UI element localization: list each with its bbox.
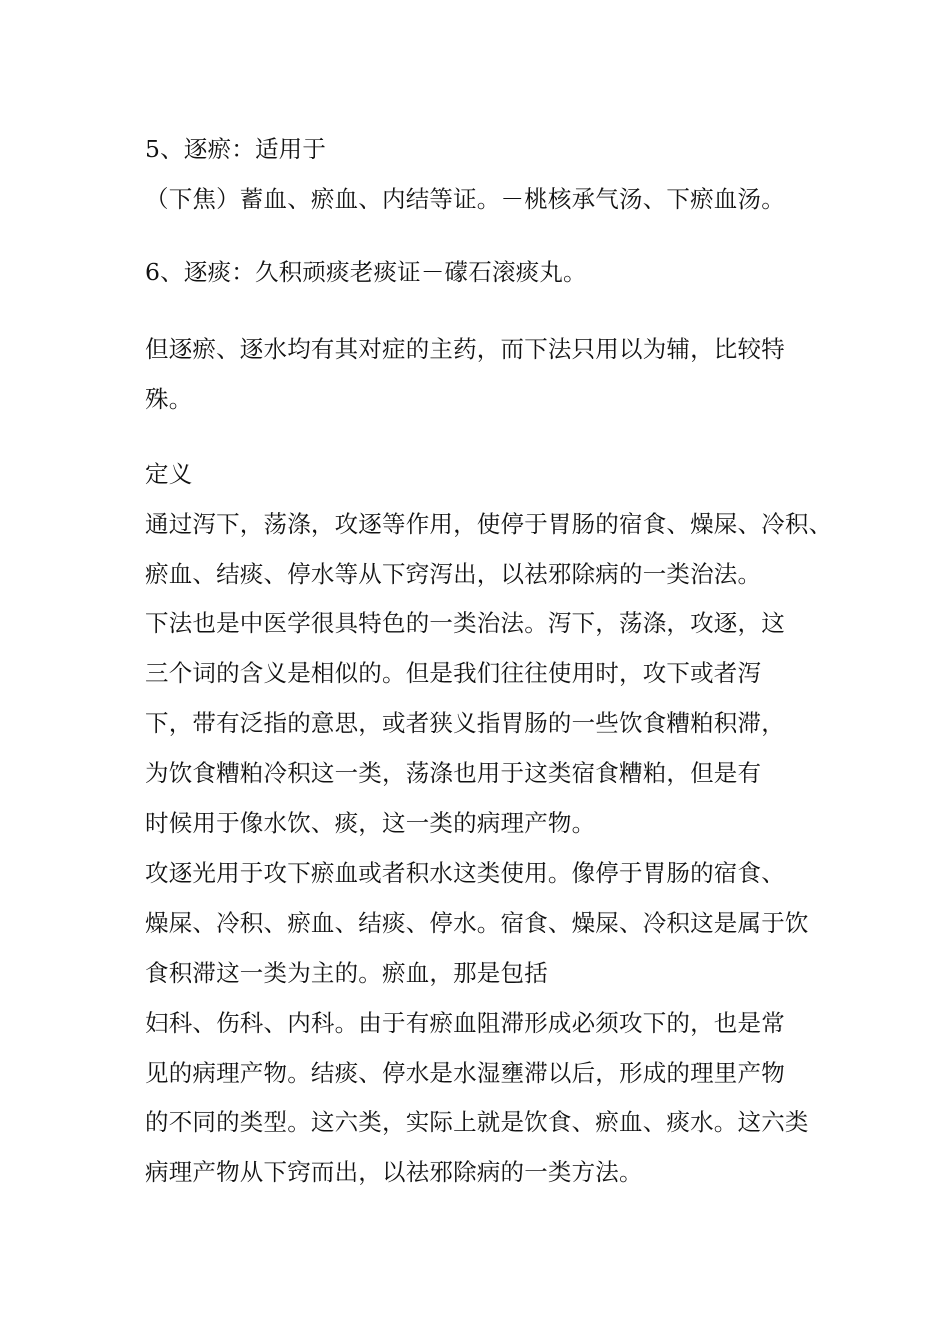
text-line: 下法也是中医学很具特色的一类治法。泻下，荡涤，攻逐，这 (145, 609, 785, 637)
text-line: 攻逐光用于攻下瘀血或者积水这类使用。像停于胃肠的宿食、 (145, 859, 785, 887)
text-line: 的不同的类型。这六类，实际上就是饮食、瘀血、痰水。这六类 (145, 1108, 809, 1136)
text-line: 通过泻下，荡涤，攻逐等作用，使停于胃肠的宿食、燥屎、冷积、 (145, 510, 833, 538)
text-line: 5、逐瘀：适用于 (145, 135, 327, 163)
text-line: 但逐瘀、逐水均有其对症的主药，而下法只用以为辅，比较特 (145, 335, 785, 363)
text-line: 燥屎、冷积、瘀血、结痰、停水。宿食、燥屎、冷积这是属于饮 (145, 909, 809, 937)
text-line: 6、逐痰：久积顽痰老痰证－礞石滚痰丸。 (145, 258, 587, 286)
text-line: 为饮食糟粕冷积这一类，荡涤也用于这类宿食糟粕，但是有 (145, 759, 762, 787)
text-line: 殊。 (145, 385, 193, 413)
text-line: （下焦）蓄血、瘀血、内结等证。－桃核承气汤、下瘀血汤。 (145, 185, 785, 213)
text-line: 瘀血、结痰、停水等从下窍泻出，以祛邪除病的一类治法。 (145, 560, 762, 588)
text-line: 三个词的含义是相似的。但是我们往往使用时，攻下或者泻 (145, 659, 762, 687)
text-line: 妇科、伤科、内科。由于有瘀血阻滞形成必须攻下的，也是常 (145, 1009, 785, 1037)
text-line: 病理产物从下窍而出，以祛邪除病的一类方法。 (145, 1158, 643, 1186)
text-line: 见的病理产物。结痰、停水是水湿壅滞以后，形成的理里产物 (145, 1059, 785, 1087)
text-line: 下，带有泛指的意思，或者狭义指胃肠的一些饮食糟粕积滞， (145, 709, 785, 737)
text-line: 食积滞这一类为主的。瘀血，那是包括 (145, 959, 548, 987)
section-heading: 定义 (145, 460, 193, 488)
text-line: 时候用于像水饮、痰，这一类的病理产物。 (145, 809, 596, 837)
